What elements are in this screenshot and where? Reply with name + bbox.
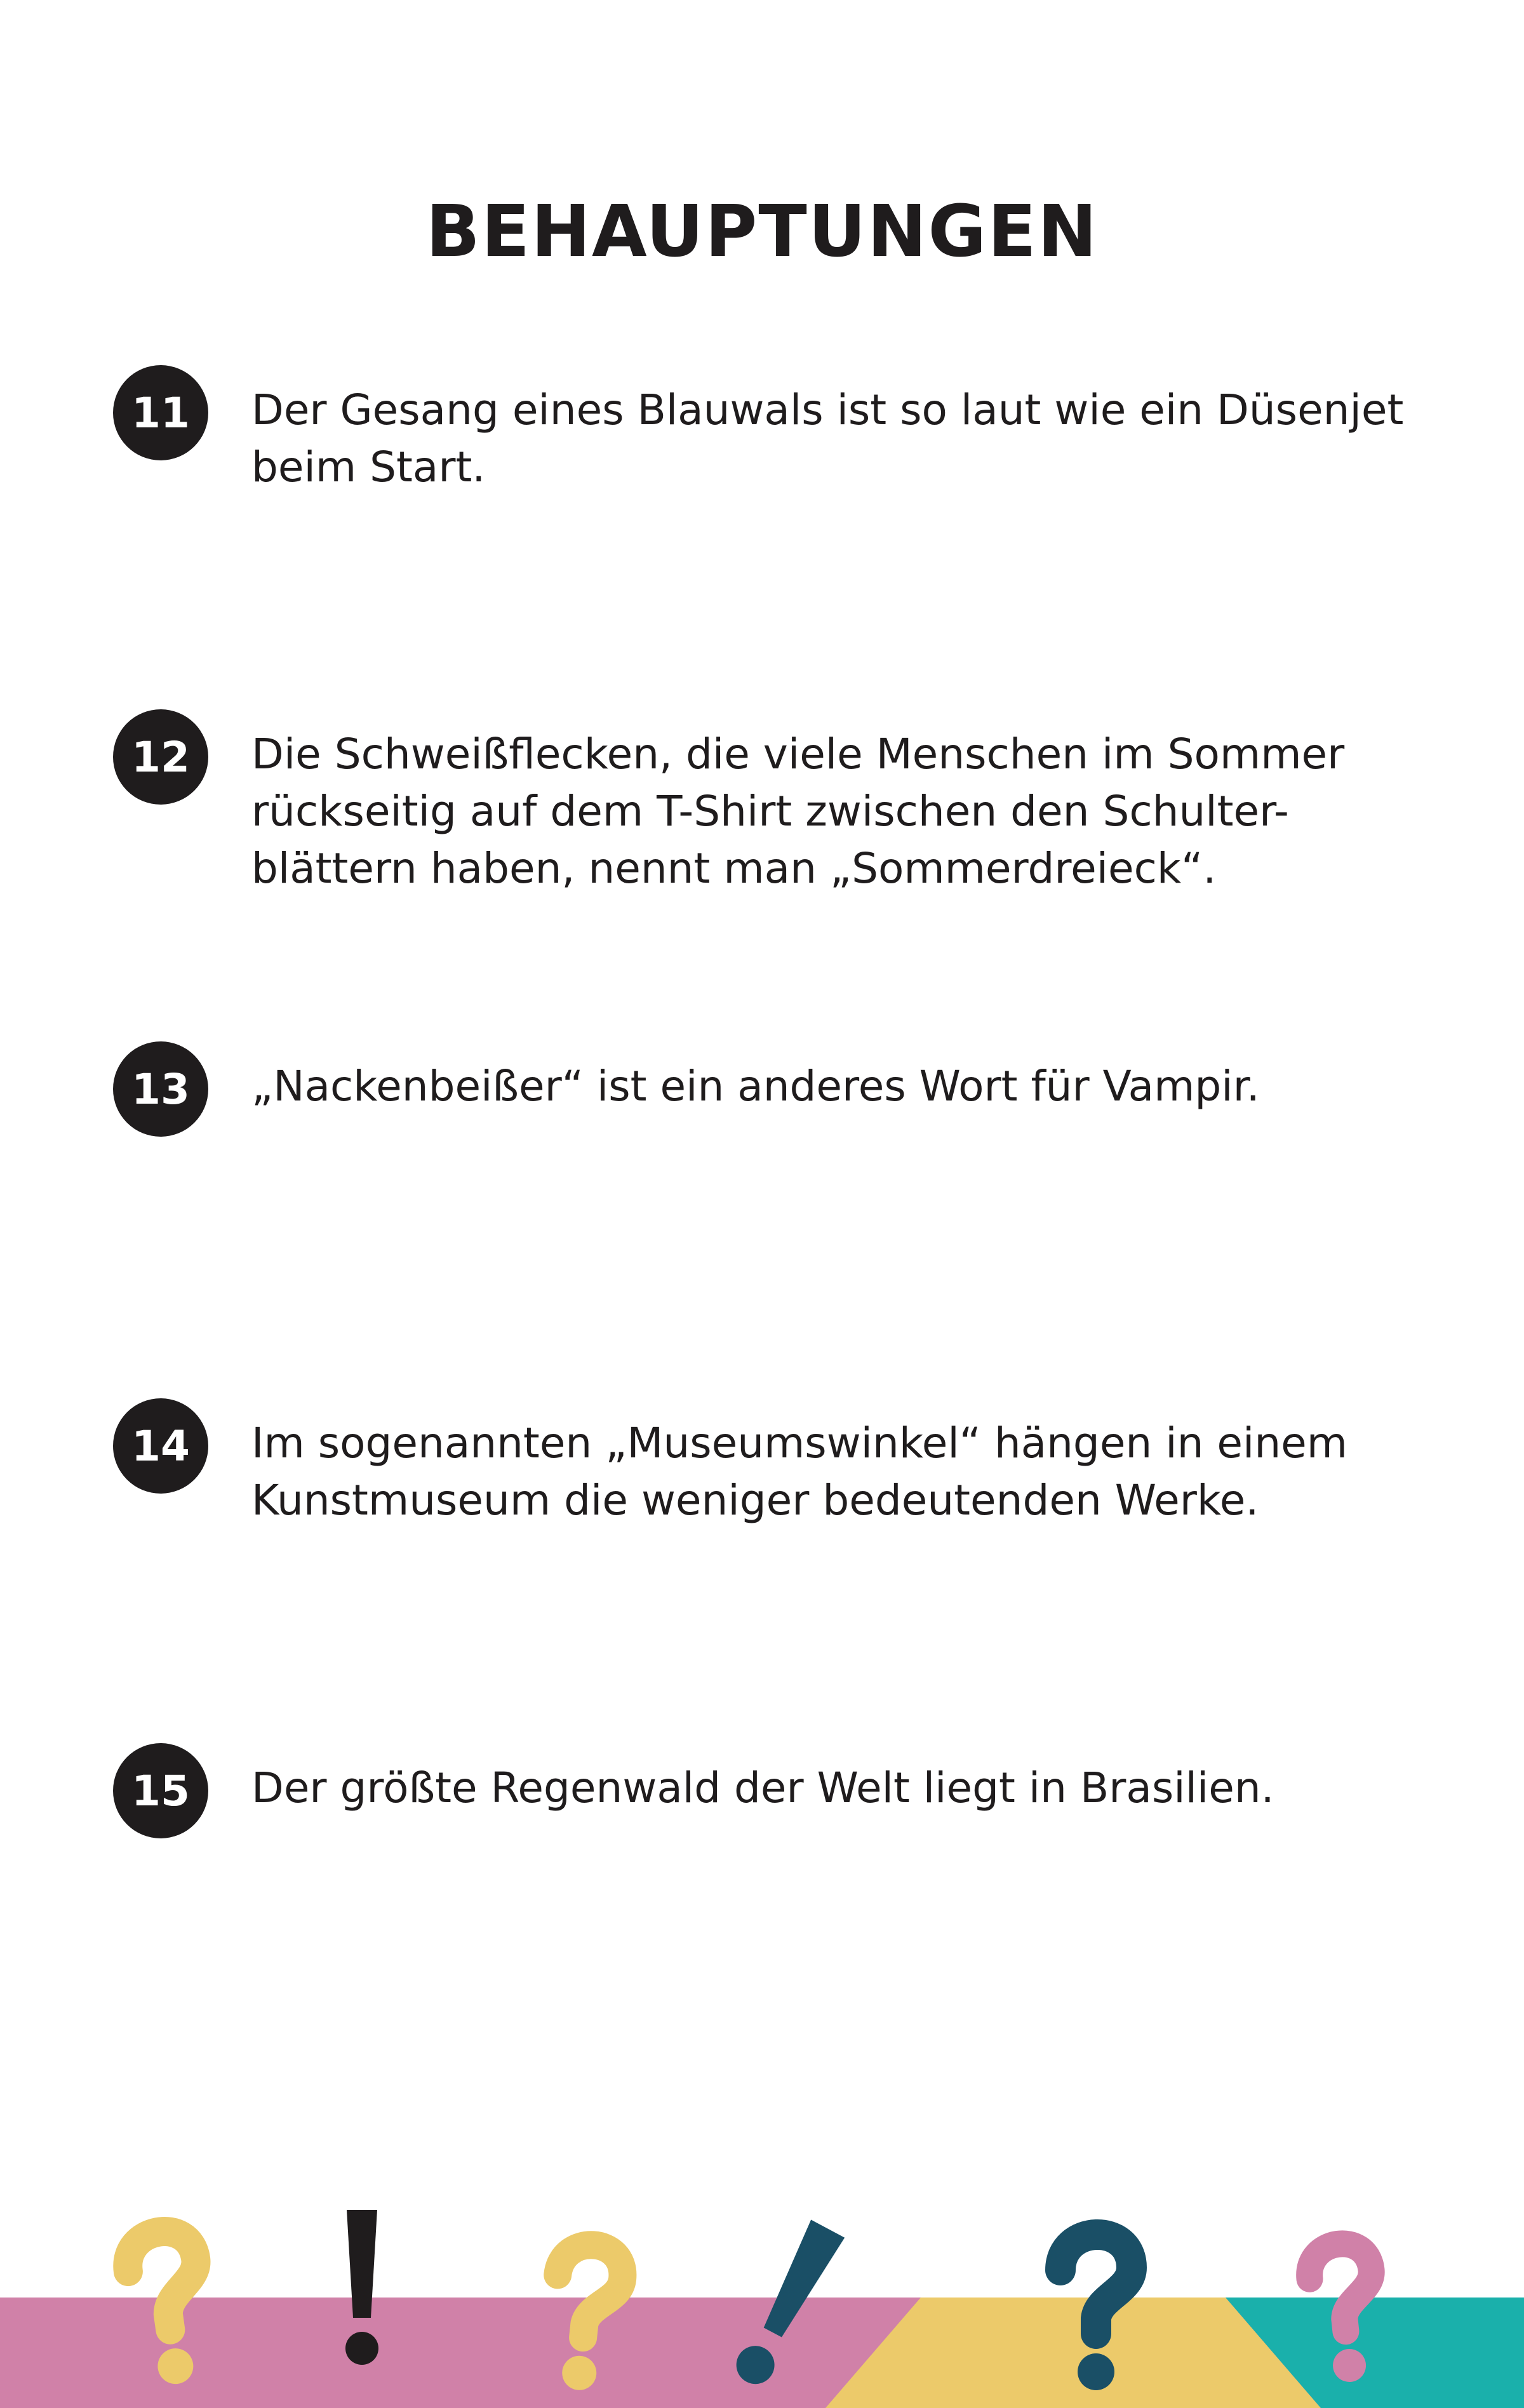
statement-text: Die Schweißflecken, die viele Menschen im Sommer rückseitig auf dem T-Shirt zwischen den Schulter-blättern haben, nennt man „Sommerdreieck“. [251, 730, 1345, 893]
statement-text: Im sogenannten „Museumswinkel“ hängen in einem Kunstmuseum die weniger bedeutenden Werke. [251, 1419, 1348, 1525]
statement-text: „Nackenbeißer“ ist ein anderes Wort für Vampir. [251, 1062, 1260, 1111]
statement-number-badge: 12 [113, 709, 208, 805]
decorative-footer [0, 2184, 1524, 2408]
page-title: BEHAUPTUNGEN [425, 191, 1099, 273]
statement-text: Der Gesang eines Blauwals ist so laut wie ein Düsenjet beim Start. [251, 385, 1404, 492]
footer-graphic [0, 2184, 1524, 2408]
statement-number-badge: 13 [113, 1041, 208, 1137]
statement-number-badge: 15 [113, 1743, 208, 1838]
statement-number-badge: 11 [113, 365, 208, 460]
statement-number-badge: 14 [113, 1398, 208, 1494]
exclamation-mark-icon [345, 2210, 378, 2365]
statement-text: Der größte Regenwald der Welt liegt in Brasilien. [251, 1763, 1274, 1812]
